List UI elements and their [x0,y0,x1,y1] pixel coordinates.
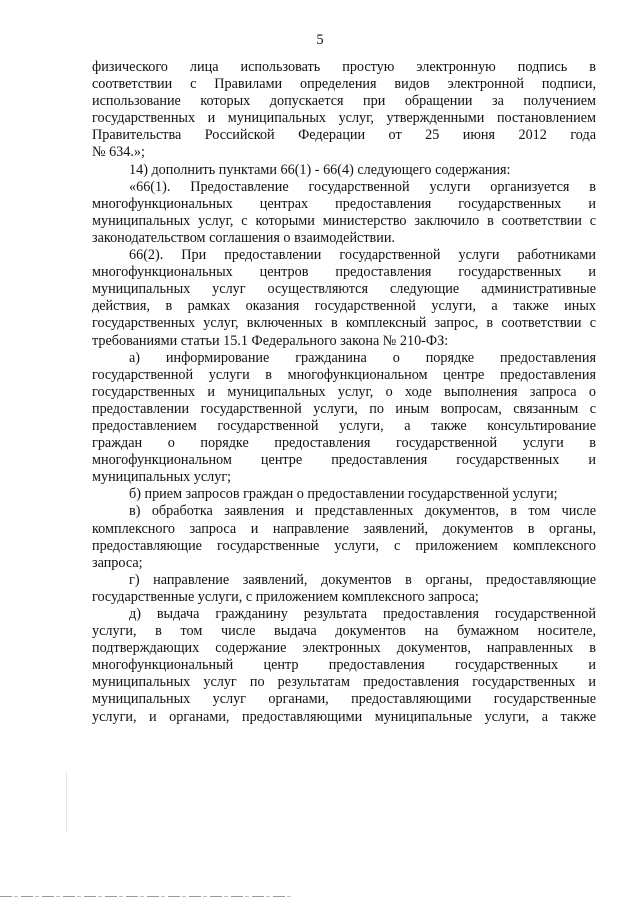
text-line: услуги, в том числе выдача документов на бумажном носителе, [92,623,596,640]
text-line: г) направление заявлений, документов в органы, предоставляющие [129,571,596,588]
text-line: законодательством соглашения о взаимодействии. [92,229,395,246]
text-line: муниципальных услуг; [92,469,232,486]
text-line: граждан о порядке предоставления государственной услуги в [92,435,596,452]
text-line: запроса; [92,554,143,571]
text-line: Правительства Российской Федерации от 25 июня 2012 года [92,127,596,144]
text-line: многофункциональных центрах предоставления государственных и [92,195,596,212]
text-line: государственных и муниципальных услуг, о ходе выполнения запроса о [92,383,596,400]
text-line: муниципальных услуг осуществляются следующие административные [92,281,596,298]
text-line: д) выдача гражданину результата предоставления государственной [129,606,596,622]
text-line: комплексного запроса и направление заявлений, документов в органы, [92,520,596,537]
text-line: государственные услуги, с приложением комплексного запроса; [92,588,479,605]
text-line: многофункциональных центров предоставления государственных и [92,264,596,281]
document-body [92,59,596,726]
text-line: государственных и муниципальных услуг, утвержденными постановлением [92,110,596,127]
text-line: 66(2). При предоставлении государственной услуги работниками [129,247,596,264]
text-line: многофункциональный центр предоставления государственных и [92,657,596,674]
text-line: № 634.»; [92,144,145,161]
text-line: услуги, и органами, предоставляющими муниципальные услуги, а также [92,708,596,725]
text-line: государственной услуги в многофункциональном центре предоставления [92,366,596,383]
text-line: использование которых допускается при обращении за получением [92,93,596,110]
text-line: а) информирование гражданина о порядке предоставления [129,349,596,366]
text-line: соответствии с Правилами определения видов электронной подписи, [92,76,596,93]
text-line: б) прием запросов граждан о предоставлении государственной услуги; [129,486,558,503]
text-line: предоставляющие государственные услуги, с приложением комплексного [92,537,596,554]
scan-margin-mark [66,772,67,832]
text-line: действия, в рамках оказания государственной услуги, а также иных [92,298,596,315]
text-line: предоставлением государственной услуги, а также консультирование [92,417,596,434]
text-line: муниципальных услуг по результатам предоставления государственных и [92,674,596,691]
scan-bottom-edge [0,896,292,897]
text-line: требованиями статьи 15.1 Федерального закона № 210-ФЗ: [92,332,449,349]
text-line: государственных услуг, включенных в комплексный запрос, в соответствии с [92,315,596,332]
page-number: 5 [316,32,324,48]
text-line: в) обработка заявления и представленных документов, в том числе [129,503,596,520]
text-line: «66(1). Предоставление государственной услуги организуется в [129,178,596,195]
text-line: физического лица использовать простую электронную подпись в [92,59,596,75]
text-line: многофункциональном центре предоставления государственных и [92,452,596,469]
text-line: муниципальных услуг, с которыми министерство заключило в соответствии с [92,212,596,229]
text-line: муниципальных услуг органами, предоставляющими государственные [92,691,596,708]
text-line: предоставлении государственной услуги, по иным вопросам, связанным с [92,400,596,417]
text-line: подтверждающих содержание электронных документов, направленных в [92,640,596,657]
text-line: 14) дополнить пунктами 66(1) - 66(4) следующего содержания: [129,161,511,178]
